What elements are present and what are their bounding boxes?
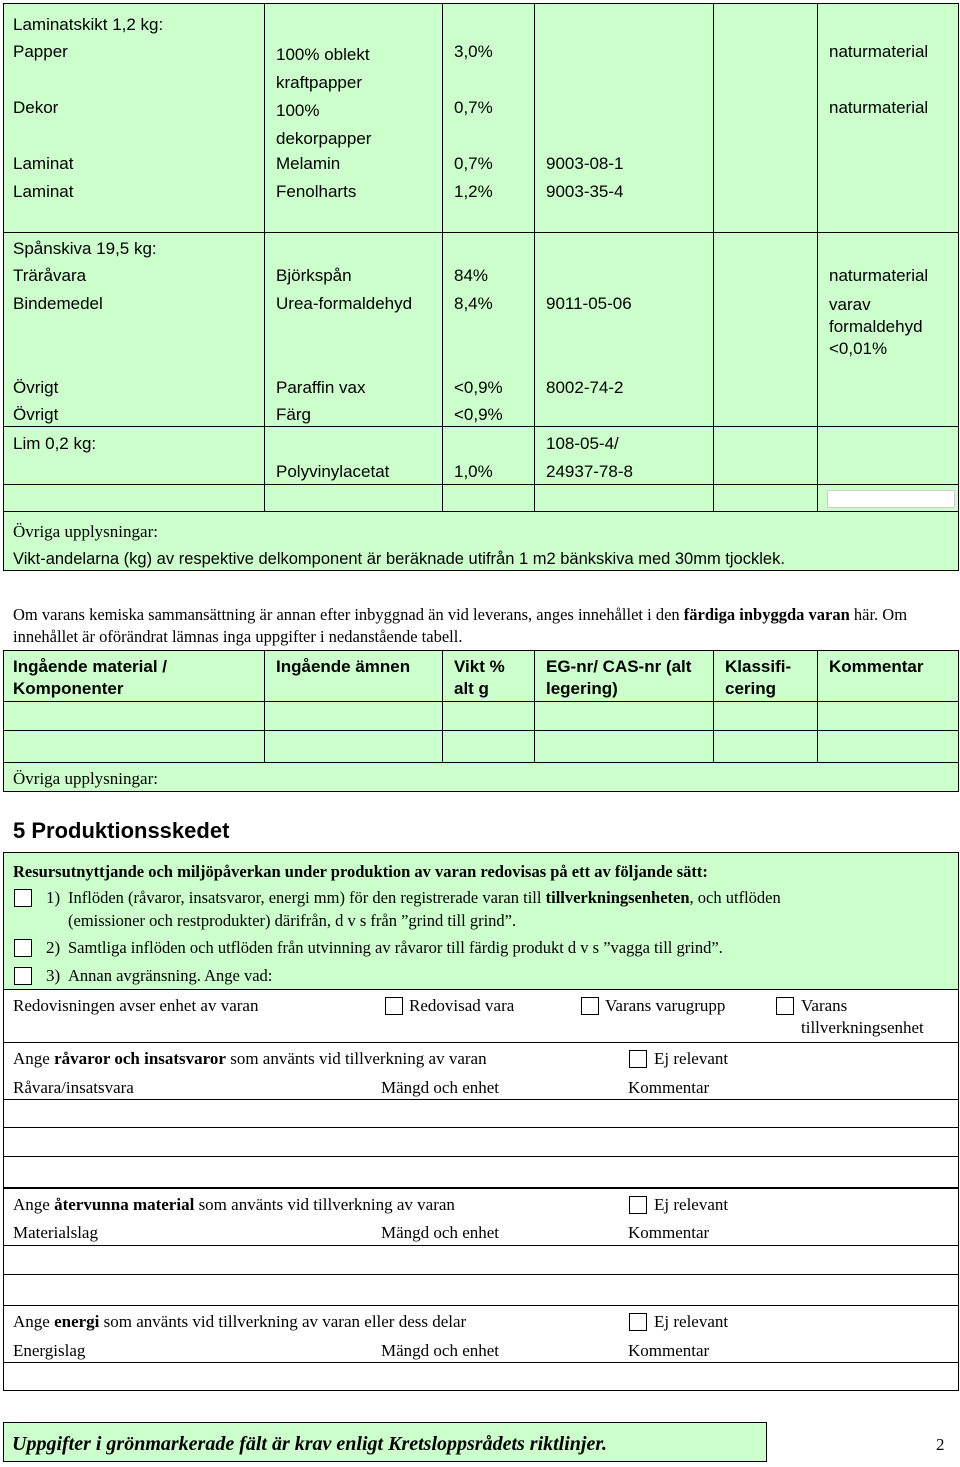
info1-label: Övriga upplysningar: — [13, 522, 158, 541]
option1-text: Inflöden (råvaror, insatsvaror, energi mm) för den registrerade varan till tillverkningsenheten, och utflöden — [68, 888, 781, 907]
recycled-col2: Mängd och enhet — [381, 1223, 500, 1242]
header-material: Ingående material / Komponenter — [13, 657, 167, 698]
raw-heading: Ange råvaror och insatsvaror som använts vid tillverkning av varan — [13, 1049, 487, 1068]
laminat-substance: 100% oblekt kraftpapper — [276, 45, 370, 92]
empty-row[interactable] — [3, 484, 959, 512]
laminat-name: Laminat — [13, 182, 74, 201]
spanskiva-substance: Paraffin vax — [276, 378, 366, 397]
option1-line2: (emissioner och restprodukter) därifrån, d v s från ”grind till grind”. — [68, 911, 517, 930]
info1-text: Vikt-andelarna (kg) av respektive delkomponent är beräknade utifrån 1 m2 bänkskiva med 30mm tjocklek. — [13, 550, 785, 568]
spanskiva-weight: 8,4% — [454, 294, 493, 313]
laminat-substance: Melamin — [276, 154, 341, 173]
laminat-substance: Fenolharts — [276, 182, 357, 201]
header-weight: Vikt % alt g — [454, 657, 505, 698]
spanskiva-heading: Spånskiva 19,5 kg: — [13, 239, 157, 258]
laminat-weight: 3,0% — [454, 42, 493, 61]
spanskiva-comment: varav formaldehyd <0,01% — [829, 295, 923, 358]
lim-cas-1: 108-05-4/ — [546, 434, 619, 453]
energy-not-relevant-label: Ej relevant — [654, 1312, 729, 1331]
laminat-substance: 100% dekorpapper — [276, 101, 372, 148]
spanskiva-substance: Urea-formaldehyd — [276, 294, 413, 313]
recycled-heading: Ange återvunna material som använts vid tillverkning av varan — [13, 1195, 455, 1214]
footer-note: Uppgifter i grönmarkerade fält är krav enligt Kretsloppsrådets riktlinjer. — [12, 1433, 608, 1455]
recycled-col3: Kommentar — [628, 1223, 710, 1242]
page-number: 2 — [936, 1435, 945, 1454]
raw-col1: Råvara/insatsvara — [13, 1078, 134, 1097]
header-class: Klassifi-cering — [725, 657, 792, 698]
energy-col2: Mängd och enhet — [381, 1341, 500, 1360]
raw-col3: Kommentar — [628, 1078, 710, 1097]
laminat-weight: 0,7% — [454, 154, 493, 173]
energy-col3: Kommentar — [628, 1341, 710, 1360]
option3-num: 3) — [46, 966, 61, 985]
laminat-name: Laminat — [13, 154, 74, 173]
laminat-heading: Laminatskikt 1,2 kg: — [13, 15, 164, 34]
spanskiva-cas: 8002-74-2 — [546, 378, 624, 397]
recycled-col1: Materialslag — [13, 1223, 98, 1242]
spanskiva-comment: naturmaterial — [829, 266, 929, 285]
unit-option-checkbox[interactable] — [776, 997, 794, 1015]
info2-label: Övriga upplysningar: — [13, 769, 158, 788]
unit-label: Redovisningen avser enhet av varan — [13, 996, 259, 1015]
method-intro: Resursutnyttjande och miljöpåverkan under produktion av varan redovisas på ett av följande sätt: — [13, 862, 708, 881]
spanskiva-cas: 9011-05-06 — [546, 294, 632, 313]
unit-option-label: Redovisad vara — [409, 996, 515, 1015]
unit-option-label: Varans tillverkningsenhet — [801, 996, 924, 1037]
recycled-not-relevant-label: Ej relevant — [654, 1195, 729, 1214]
laminat-comment: naturmaterial — [829, 98, 929, 117]
laminat-cas: 9003-35-4 — [546, 182, 624, 201]
unit-option-checkbox[interactable] — [581, 997, 599, 1015]
lim-substance: Polyvinylacetat — [276, 462, 390, 481]
option2-text: Samtliga inflöden och utflöden från utvinning av råvaror till färdig produkt d v s ”vagga till grind”. — [68, 938, 723, 957]
spanskiva-weight: 84% — [454, 266, 489, 285]
spanskiva-name: Bindemedel — [13, 294, 103, 313]
option1-checkbox[interactable] — [14, 889, 32, 907]
energy-not-relevant-checkbox[interactable] — [629, 1313, 647, 1331]
raw-col2: Mängd och enhet — [381, 1078, 500, 1097]
unit-option-label: Varans varugrupp — [605, 996, 726, 1015]
laminat-cas: 9003-08-1 — [546, 154, 624, 173]
energy-heading: Ange energi som använts vid tillverkning av varan eller dess delar — [13, 1312, 467, 1331]
laminat-weight: 1,2% — [454, 182, 493, 201]
recycled-not-relevant-checkbox[interactable] — [629, 1196, 647, 1214]
option3-checkbox[interactable] — [14, 967, 32, 985]
spanskiva-weight: <0,9% — [454, 405, 503, 424]
option2-num: 2) — [46, 938, 61, 957]
section5-heading: 5 Produktionsskedet — [13, 818, 230, 843]
header-comment: Kommentar — [829, 657, 924, 676]
laminat-name: Papper — [13, 42, 68, 61]
built-in-intro: Om varans kemiska sammansättning är annan efter inbyggnad än vid leverans, anges innehållet i den färdiga inbyggda varan här. Om innehållet är oförändrat lämnas inga uppgifter i nedanstående tabell. — [13, 605, 908, 646]
laminat-weight: 0,7% — [454, 98, 493, 117]
energy-col1: Energislag — [13, 1341, 86, 1360]
laminat-name: Dekor — [13, 98, 59, 117]
unit-option-checkbox[interactable] — [385, 997, 403, 1015]
spanskiva-weight: <0,9% — [454, 378, 503, 397]
raw-not-relevant-label: Ej relevant — [654, 1049, 729, 1068]
spanskiva-substance: Björkspån — [276, 266, 352, 285]
option3-text: Annan avgränsning. Ange vad: — [68, 966, 273, 985]
lim-heading: Lim 0,2 kg: — [13, 434, 97, 453]
spanskiva-substance: Färg — [276, 405, 311, 424]
lim-cas-2: 24937-78-8 — [546, 462, 633, 481]
lim-weight: 1,0% — [454, 462, 493, 481]
laminat-comment: naturmaterial — [829, 42, 929, 61]
spanskiva-name: Träråvara — [13, 266, 87, 285]
raw-not-relevant-checkbox[interactable] — [629, 1050, 647, 1068]
option1-num: 1) — [46, 888, 61, 907]
option2-checkbox[interactable] — [14, 939, 32, 957]
header-substance: Ingående ämnen — [276, 657, 411, 676]
spanskiva-name: Övrigt — [13, 378, 59, 397]
spanskiva-name: Övrigt — [13, 405, 59, 424]
header-cas: EG-nr/ CAS-nr (alt legering) — [546, 657, 692, 698]
